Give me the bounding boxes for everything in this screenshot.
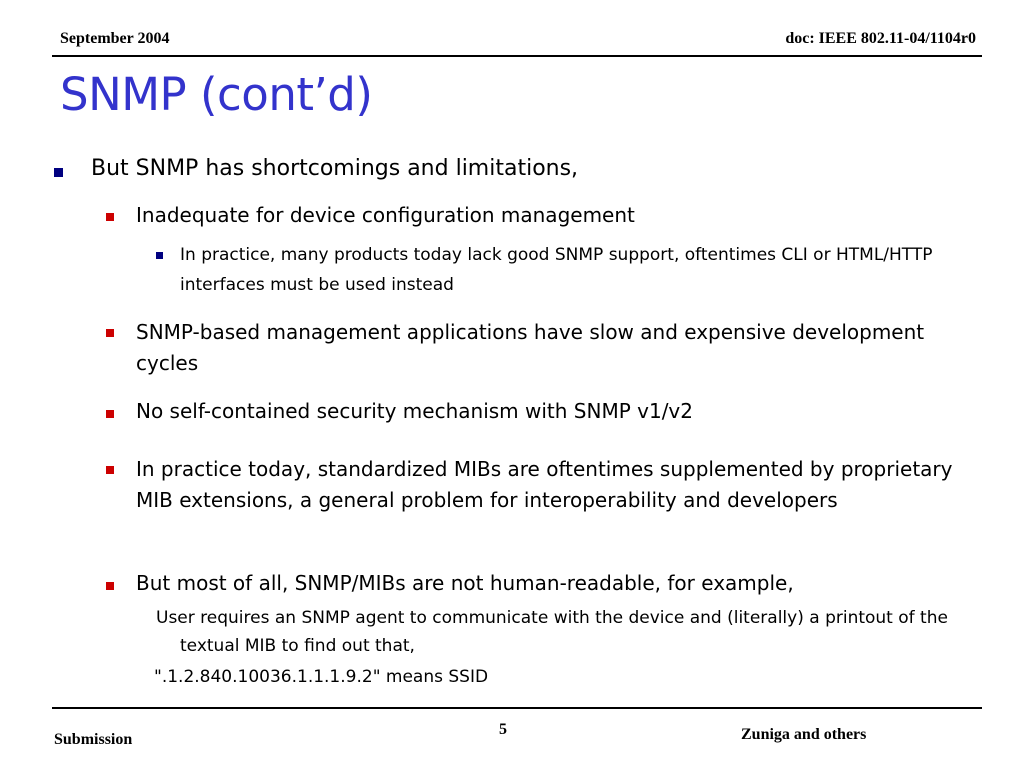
footer-submission: Submission — [54, 731, 133, 748]
header-divider — [52, 55, 982, 57]
footer-divider — [52, 707, 982, 709]
level2-bullet-icon — [106, 329, 114, 337]
header-doc-id: doc: IEEE 802.11-04/1104r0 — [785, 30, 976, 47]
bullet-sub3: No self-contained security mechanism with SNMP v1/v2 — [136, 399, 693, 423]
bullet-sub5: But most of all, SNMP/MIBs are not human-readable, for example, — [136, 571, 794, 595]
level2-bullet-icon — [106, 410, 114, 418]
bullet-sub4: In practice today, standardized MIBs are oftentimes supplemented by proprietary MIB extensions, a general problem for interoperability and developers — [136, 457, 953, 512]
level2-bullet-icon — [106, 582, 114, 590]
bullet-sub1: Inadequate for device configuration management — [136, 203, 635, 227]
bullet-sub2: SNMP-based management applications have slow and expensive development cycles — [136, 320, 925, 375]
bullet-main: But SNMP has shortcomings and limitations, — [91, 156, 579, 181]
bullet-sub1-detail: In practice, many products today lack good SNMP support, oftentimes CLI or HTML/HTTP interfaces must be used instead — [180, 245, 933, 295]
header-date: September 2004 — [60, 30, 170, 47]
example-oid: ".1.2.840.10036.1.1.1.9.2" means SSID — [154, 667, 489, 687]
footer-authors: Zuniga and others — [741, 726, 867, 743]
page-number: 5 — [499, 721, 507, 738]
level2-bullet-icon — [106, 466, 114, 474]
level1-bullet-icon — [54, 168, 63, 177]
level3-bullet-icon — [156, 252, 163, 259]
slide-title: SNMP (cont’d) — [60, 68, 373, 121]
example-note: User requires an SNMP agent to communicate with the device and (literally) a printout of the textual MIB to find out that, — [156, 608, 948, 656]
level2-bullet-icon — [106, 213, 114, 221]
